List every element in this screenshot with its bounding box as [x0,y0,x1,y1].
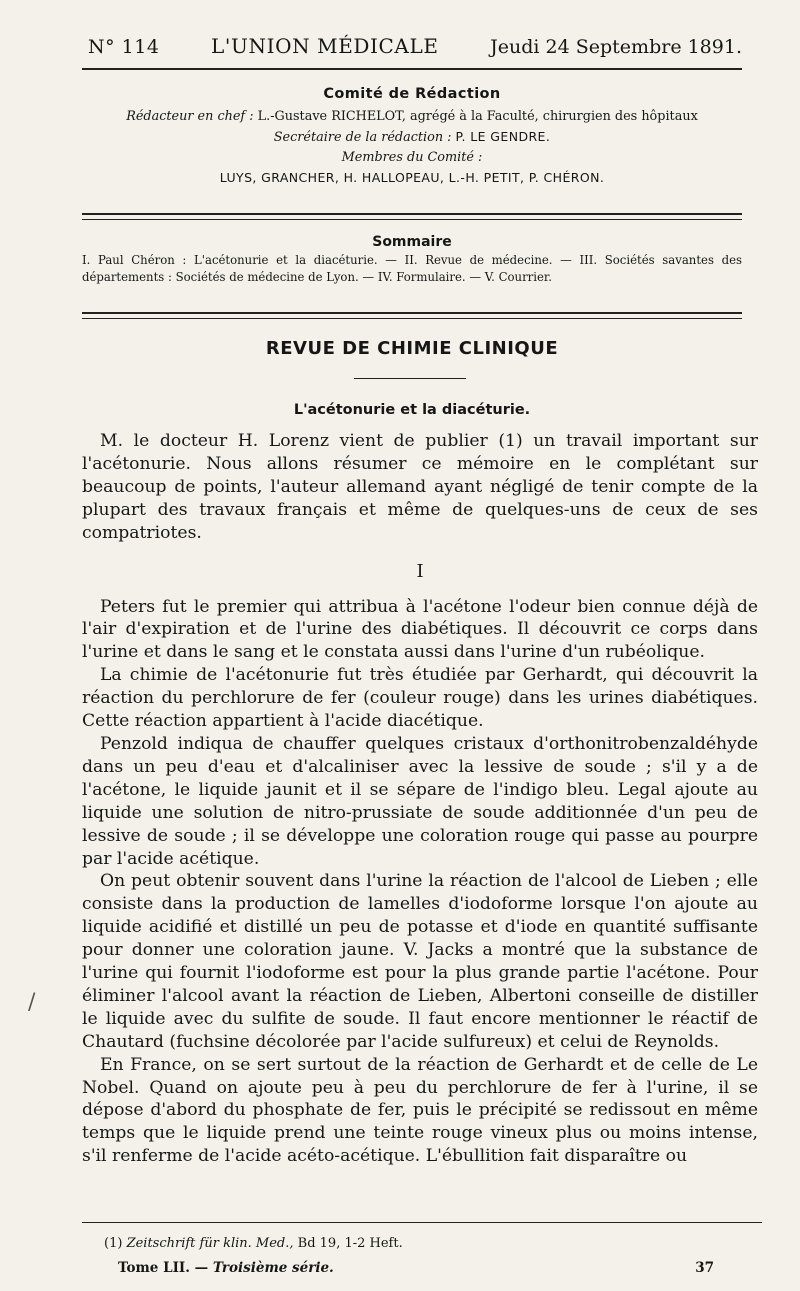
secretary-name: P. LE GENDRE. [455,129,551,144]
secretary-line [82,127,742,148]
sommaire-rule-bottom [82,318,742,319]
paragraph-1: M. le docteur H. Lorenz vient de publier (1) un travail important sur l'acétonurie. Nous allons résumer ce mémoire en le complétant sur beaucoup de points, l'auteur allemand ayant négligé de tenir compte de la plupart des travaux français et même de quelques-uns de ceux de ses compatriotes. [82,431,758,543]
secretary-label: Secrétaire de la rédaction : [273,130,452,145]
footnote-marker: (1) [104,1236,123,1251]
committee-rule-top [82,213,742,215]
sommaire-title: Sommaire [372,234,452,250]
volume-line [118,1260,334,1276]
editor-label: Rédacteur en chef : [126,109,254,124]
table-of-contents [82,234,742,286]
paragraph-3: La chimie de l'acétonurie fut très étudiée par Gerhardt, qui découvrit la réaction du perchlorure de fer (couleur rouge) dans les urines diabétiques. Cette réaction appartient à l'acide diacétique. [82,665,758,732]
members-label: Membres du Comité : [341,150,483,165]
margin-mark: / [28,990,36,1015]
page-number: 37 [695,1260,714,1276]
sommaire-text: I. Paul Chéron : L'acétonurie et la diacéturie. — II. Revue de médecine. — III. Sociétés savantes des départements : Sociétés de médecine de Lyon. — IV. Formulaire. — V. Courrier. [82,253,742,284]
footnote-detail: Bd 19, 1-2 Heft. [297,1236,403,1251]
paragraph-2: Peters fut le premier qui attribua à l'acétone l'odeur bien connue déjà de l'air d'expiration et de l'urine des diabétiques. Il découvrit ce corps dans l'urine et dans le sang et le constata aussi dans l'urine d'un rubéolique. [82,596,758,663]
running-header [88,34,742,64]
footnote-rule [82,1222,762,1223]
paragraph-6: En France, on se sert surtout de la réaction de Gerhardt et de celle de Le Nobel. Quand on ajoute peu à peu du perchlorure de fer à l'urine, il se dépose d'abord du phosphate de fer, puis le précipité se redissout en même temps que le liquide prend une teinte rouge vineux plus ou moins intense, s'il renferme de l'acide acéto-acétique. L'ébullition fait disparaître ou [82,1054,758,1167]
page-footer [118,1260,714,1276]
paragraph-4: Penzold indiqua de chauffer quelques cristaux d'orthonitrobenzaldéhyde dans un peu d'eau et d'alcaliniser avec la lessive de soude ; s'il y a de l'acétone, le liquide jaunit et il se sépare de l'indigo bleu. Legal ajoute au liquide une solution de nitro-prussiate de soude additionnée d'un peu de lessive de soude ; il se développe une coloration rouge qui passe au pourpre par l'acide acétique. [82,733,758,869]
series-name: Troisième série. [212,1260,334,1276]
editor-name: L.-Gustave RICHELOT, agrégé à la Faculté, chirurgien des hôpitaux [257,109,698,124]
paragraph-5: On peut obtenir souvent dans l'urine la réaction de l'alcool de Lieben ; elle consiste dans la production de lamelles d'iodoforme lorsque l'on ajoute au liquide acidifié et distillé un peu de potasse et d'iode en quantité suffisante pour donner une coloration jaune. V. Jacks a montré que la substance de l'urine qui fournit l'iodoforme est pour la plus grande partie l'acétone. Pour éliminer l'alcool avant la réaction de Lieben, Albertoni conseille de distiller le liquide avec du sulfite de soude. Il faut encore mentionner le réactif de Chautard (fuchsine décolorée par l'acide sulfureux) et celui de Reynolds. [82,871,758,1052]
section-title: REVUE DE CHIMIE CLINIQUE [265,338,559,359]
header-rule [82,68,742,70]
issue-number: N° 114 [88,36,160,58]
footnote [104,1236,403,1251]
journal-title: L'UNION MÉDICALE [211,34,439,58]
footnote-source: Zeitschrift für klin. Med., [126,1236,294,1251]
editorial-committee [82,86,742,188]
members-names: LUYS, GRANCHER, H. HALLOPEAU, L.-H. PETIT, P. CHÉRON. [219,170,605,185]
chapter-numeral: I [416,560,424,582]
section-divider [354,378,466,379]
issue-date: Jeudi 24 Septembre 1891. [490,36,742,58]
volume-number: Tome LII. — [118,1260,209,1276]
committee-rule-bottom [82,219,742,220]
editor-line [82,107,742,127]
article-body [82,430,758,1168]
committee-title: Comité de Rédaction [323,86,501,102]
sommaire-rule-top [82,312,742,314]
article-title: L'acétonurie et la diacéturie. [293,402,531,418]
